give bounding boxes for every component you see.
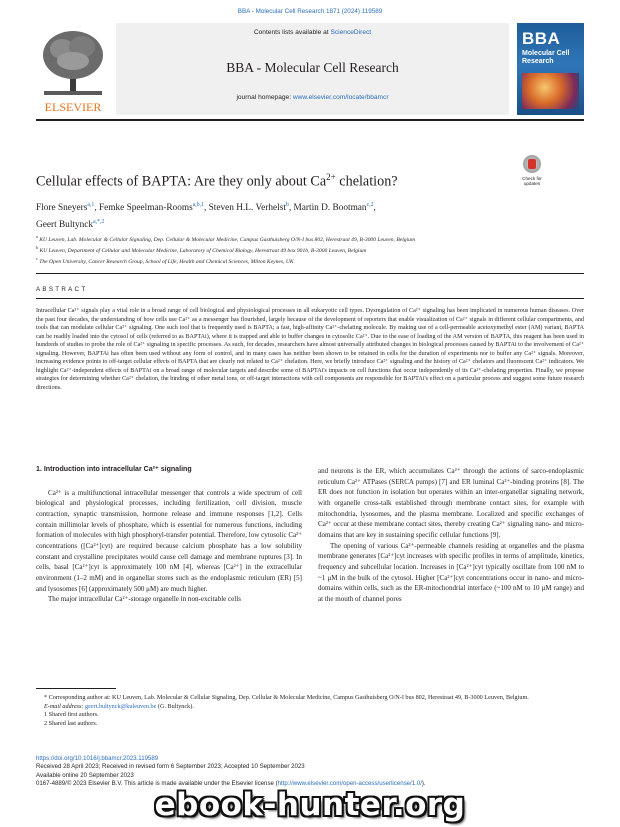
corresponding-author-note: * Corresponding author at: KU Leuven, Lab. Molecular & Cellular Signaling, Dep. Cellular & Molecular Medicine, Campus Gasthuisberg O/N-I bus 802, Herestraat 49, B-3000 Leuven, Belgium. [44, 694, 529, 701]
abstract-divider [36, 298, 584, 299]
elsevier-tree-icon [36, 23, 110, 115]
affiliation: $^a$ KU Leuven, Lab. Molecular & Cellular Signaling, Dep. Cellular & Molecular Medicine, Campus Gasthuisberg O/N-I bus 802, Herestraat 49, B-3000 Leuven, Belgium [36, 234, 415, 243]
watermark: ebook-hunter.org [154, 787, 466, 823]
check-updates-label: Check for updates [522, 176, 542, 187]
contents-line: Contents lists available at ScienceDirect [253, 29, 372, 36]
journal-homepage: journal homepage: www.elsevier.com/locate/bbamcr [236, 94, 389, 101]
author: Martin D. Bootman$^{c,2}$ [293, 202, 374, 214]
journal-title: BBA - Molecular Cell Research [226, 60, 399, 75]
abstract-heading: ABSTRACT [36, 286, 88, 293]
cover-image [522, 73, 579, 109]
available-online: Available online 20 September 2023 [36, 771, 134, 779]
author: Femke Speelman-Rooms$^{a,b,1}$ [98, 202, 204, 214]
footnote-divider [36, 688, 116, 689]
author: Geert Bultynck$^{a,*,2}$ [36, 219, 105, 231]
abstract-body: Intracellular Ca²⁺ signals play a vital role in a broad range of cell biological and physiological processes in all eukaryotic cell types. Dysregulation of Ca²⁺ signaling has been implicated in numerous human diseases. Over the past four decades, the understanding of how cells use Ca²⁺ as a messenger has flourished, largely because of the development of reporters that enable visualization of Ca²⁺ signals in different cellular compartments, and tools that can modulate cellular Ca²⁺ signaling. One such tool that is frequently used is BAPTA; a fast, high-affinity Ca²⁺-chelating molecule. By making use of a cell-permeable acetoxymethyl ester (AM) variant, BAPTA can be readily loaded into the cytosol of cells (referred to as BAPTAi), where it is trapped and able to buffer changes in cytosolic Ca²⁺. Due to the ease of loading of the AM version of BAPTA, this reagent has been used in hundreds of studies to probe the role of Ca²⁺ signaling in specific processes. As such, for decades, researchers have almost universally attributed changes in biological processes caused by BAPTAi to the involvement of Ca²⁺ signaling. However, BAPTAi has often been used without any form of control, and in many cases has neither been shown to be retained in cells for the duration of experiments nor to buffer any Ca²⁺ signals. Moreover, increasing evidence points to off-target cellular effects of BAPTA that are clearly not related to Ca²⁺ chelation. Here, we briefly introduce Ca²⁺ signaling and the history of Ca²⁺ chelators and fluorescent Ca²⁺ indicators. We highlight Ca²⁺-independent effects of BAPTAi on a broad range of molecular targets and describe some of BAPTAi's impacts on cell functions that occur independently of its Ca²⁺-chelating properties. Finally, we propose strategies for determining whether Ca²⁺ chelation, the binding of other metal ions, or off-target interactions with cell components are responsible for BAPTAi's effect on a particular process and suggest some future research directions. [36, 308, 584, 391]
section-heading: 1. Introduction into intracellular Ca²⁺ signaling [36, 466, 192, 473]
article-history: Received 28 April 2023; Received in revised form 6 September 2023; Accepted 10 September 2023 [36, 763, 305, 771]
license-link[interactable]: http://www.elsevier.com/open-access/userlicense/1.0/ [277, 780, 422, 788]
author: Steven H.L. Verhelst$^b$ [208, 202, 289, 214]
footnote-1: 1 Shared first authors. [44, 711, 99, 719]
doi-link[interactable]: https://doi.org/10.1016/j.bbamcr.2023.119589 [36, 755, 159, 762]
paragraph: The opening of various Ca²⁺-permeable channels residing at organelles and the plasma membrane generates [Ca²⁺]cyt increases with specific profiles in terms of amplitude, kinetics, frequency and subcellular location. Increases in [Ca²⁺]cyt typically oscillate from 100 nM to ~1 μM in the bulk of the cytosol. Higher [Ca²⁺]cyt concentrations occur in nano- and micro-domains within cells, such as the ER-mitochondrial interface (~100 nM to 10 μM range) and at the mouth of channel pores [318, 541, 584, 603]
journal-citation: BBA - Molecular Cell Research 1871 (2024) 119589 [237, 8, 383, 15]
affiliations [36, 233, 584, 266]
right-column [318, 466, 584, 605]
email-note: E-mail address: geert.bultynck@kuleuven.be (G. Bultynck). [44, 702, 194, 710]
footnotes [36, 694, 584, 728]
article-title: Cellular effects of BAPTA: Are they only about $Ca^{2+}$ chelation? [36, 172, 398, 190]
journal-homepage-link[interactable]: www.elsevier.com/locate/bbamcr [292, 94, 389, 101]
left-column [36, 465, 302, 605]
cover-subtitle: Molecular Cell Research [522, 50, 570, 65]
journal-masthead [36, 23, 584, 115]
affiliation-divider [36, 273, 584, 274]
bookmark-icon [528, 159, 536, 169]
author: Flore Sneyers$^{a,1}$ [36, 202, 95, 214]
sciencedirect-link[interactable]: ScienceDirect [330, 29, 372, 36]
affiliation: $^c$ The Open University, Cancer Research Group, School of Life, Health and Chemical Sciences, Milton Keynes, UK [36, 256, 294, 266]
paragraph: Ca²⁺ is a multifunctional intracellular messenger that controls a wide spectrum of cell biological and physiological processes, including fertilization, cell division, muscle contraction, synaptic transmission, hormone release and immune responses [1,2]. Cells contain millimolar levels of phosphate, which is essential for numerous functions, including formation of molecules with high phosphoryl-transfer potential. Therefore, low cytosolic Ca²⁺ concentrations ([Ca²⁺]cyt) are required because calcium phosphate has a low solubility constant and crystalline precipitates would cause cell damage and membrane ruptures [3]. In cells, basal [Ca²⁺]cyt is approximately 100 nM [4], whereas [Ca²⁺] in the extracellular environment (1–2 mM) and in organellar stores such as the endoplasmic reticulum (ER) [5] and lysosomes [6] (approximately 500 μM) are much higher. [36, 488, 302, 593]
publication-info [36, 755, 584, 789]
paragraph: and neurons is the ER, which accumulates Ca²⁺ through the actions of sarco-endoplasmic reticulum Ca²⁺ ATPases (SERCA pumps) [7] and ER luminal Ca²⁺-binding proteins [8]. The ER does not function in isolation but operates within an inter-organellar signaling network, with organelle cross-talk established through membrane contact sites, for example with mitochondria, lysosomes, and the plasma membrane. Localized and specific exchanges of Ca²⁺ occur at these membrane contact sites, thereby creating Ca²⁺ signaling nano- and micro-domains that are key in sustaining specific cellular functions [9]. [318, 467, 584, 539]
svg-text:ELSEVIER: ELSEVIER [44, 100, 102, 114]
elsevier-logo [36, 23, 110, 115]
journal-cover [517, 23, 584, 115]
journal-info-box [116, 23, 509, 115]
masthead-divider [36, 119, 584, 121]
affiliation: $^b$ KU Leuven, Department of Cellular and Molecular Medicine, Laboratory of Chemical Biology, Herestraat 49 box 901b, B-3000 Leuven, Belgium [36, 245, 367, 255]
footnote-2: 2 Shared last authors. [44, 719, 98, 727]
license-line: 0167-4889/© 2023 Elsevier B.V. This article is made available under the Elsevier license (http://www.elsevier.com/open-access/userlicense/1.0/). [36, 780, 426, 788]
cover-title: BBA [522, 29, 561, 48]
email-link[interactable]: geert.bultynck@kuleuven.be [85, 702, 157, 710]
check-for-updates-badge[interactable] [517, 155, 547, 189]
paragraph: The major intracellular Ca²⁺-storage organelle in non-excitable cells [48, 595, 241, 604]
author-list: Flore Sneyers$^{a,1}$, Femke Speelman-Rooms$^{a,b,1}$, Steven H.L. Verhelst$^b$, Martin D. Bootman$^{c,2}$, Geert Bultynck$^{a,*,2}$ [36, 202, 376, 231]
